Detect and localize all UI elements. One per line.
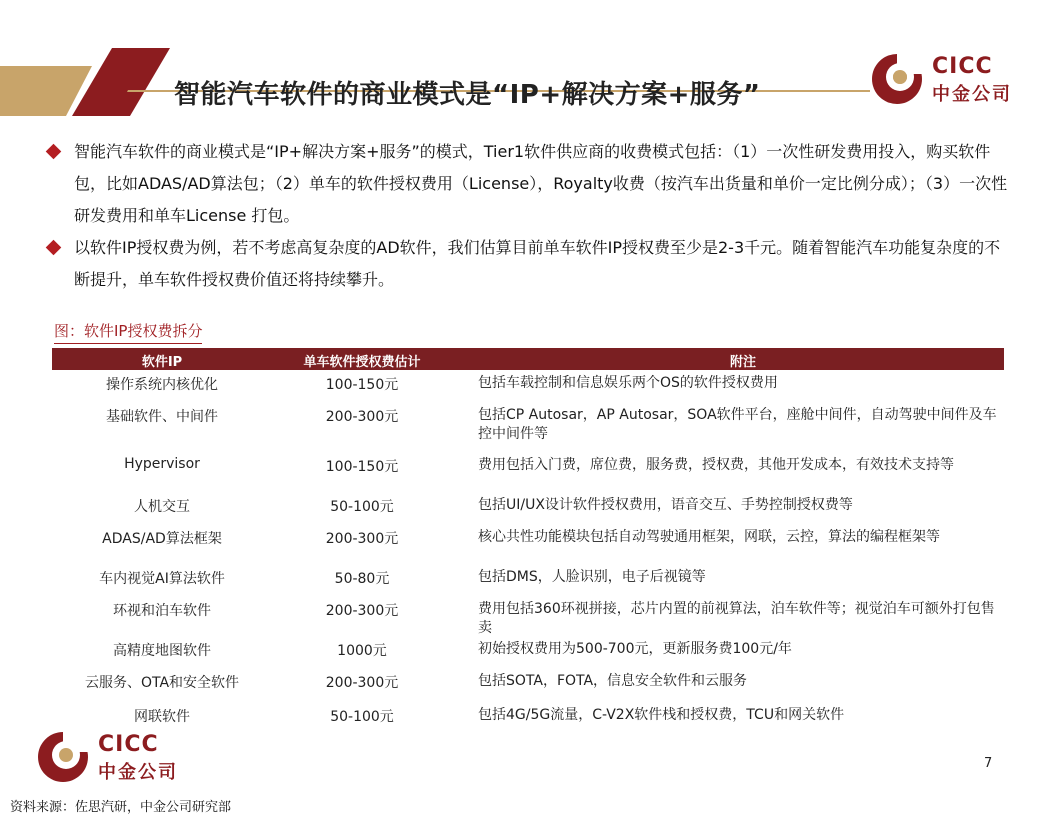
cell-ip: ADAS/AD算法框架 (102, 531, 222, 547)
column-header-fee: 单车软件授权费估计 (303, 355, 421, 370)
cell-fee: 50-80元 (334, 571, 390, 587)
cell-ip: 网联软件 (134, 709, 190, 725)
cell-fee: 50-100元 (330, 499, 394, 515)
column-header-note: 附注 (729, 355, 756, 370)
cicc-emblem-icon (36, 730, 90, 784)
logo-name-en: CICC (98, 732, 159, 757)
cicc-logo-top (870, 52, 1020, 108)
column-header-ip: 软件IP (141, 355, 183, 370)
cell-note: 包括UI/UX设计软件授权费用，语音交互、手势控制授权费等 (478, 497, 853, 513)
cicc-logo-bottom (36, 730, 186, 786)
cell-note: 费用包括入门费，席位费，服务费，授权费，其他开发成本，有效技术支持等 (478, 457, 954, 473)
cell-ip: 基础软件、中间件 (106, 409, 218, 425)
cell-note: 包括SOTA，FOTA，信息安全软件和云服务 (478, 673, 748, 689)
logo-name-en: CICC (932, 54, 993, 79)
license-fee-table (52, 348, 1004, 725)
page-title: 智能汽车软件的商业模式是“IP+解决方案+服务” (174, 80, 761, 110)
bullet-list (44, 136, 1016, 296)
cell-ip: 车内视觉AI算法软件 (99, 571, 225, 587)
bullet-text: 智能汽车软件的商业模式是“IP+解决方案+服务”的模式，Tier1软件供应商的收费模式包括：（1）一次性研发费用投入，购买软件包，比如ADAS/AD算法包；（2）单车的软件授权费用（License），Royalty收费（按汽车出货量和单价一定比例分成）；（3）一次性研发费用和单车License 打包。 (74, 142, 1008, 225)
cell-note: 初始授权费用为500-700元，更新服务费100元/年 (478, 641, 792, 657)
cell-ip: 环视和泊车软件 (113, 603, 211, 619)
bullet-item (44, 136, 1016, 232)
cell-ip: 高精度地图软件 (113, 643, 211, 659)
cell-fee: 200-300元 (325, 409, 399, 425)
cell-ip: 云服务、OTA和安全软件 (84, 675, 240, 691)
bullet-item (44, 232, 1016, 296)
cell-ip: 人机交互 (134, 499, 190, 515)
cell-note: 包括车载控制和信息娱乐两个OS的软件授权费用 (478, 375, 778, 391)
cicc-emblem-icon (870, 52, 924, 106)
cell-fee: 50-100元 (330, 709, 394, 725)
page-number: 7 (984, 756, 993, 771)
cell-fee: 1000元 (337, 643, 387, 659)
cell-note: 包括CP Autosar，AP Autosar，SOA软件平台，座舱中间件，自动驾驶中间件及车控中间件等 (478, 407, 997, 442)
cell-fee: 200-300元 (325, 675, 399, 691)
source-note: 资料来源：佐思汽研，中金公司研究部 (10, 800, 232, 815)
cell-ip: Hypervisor (124, 456, 200, 472)
cell-fee: 100-150元 (325, 377, 399, 393)
cell-fee: 100-150元 (325, 459, 399, 475)
figure-caption: 图：软件IP授权费拆分 (54, 320, 202, 344)
cell-note: 核心共性功能模块包括自动驾驶通用框架，网联，云控，算法的编程框架等 (478, 529, 940, 545)
logo-name-cn: 中金公司 (932, 84, 1012, 105)
logo-name-cn: 中金公司 (98, 762, 178, 783)
cell-note: 包括DMS，人脸识别，电子后视镜等 (478, 569, 706, 585)
diamond-bullet-icon (46, 144, 62, 160)
cell-ip: 操作系统内核优化 (106, 377, 218, 393)
diamond-bullet-icon (46, 240, 62, 256)
cell-note: 包括4G/5G流量，C-V2X软件栈和授权费，TCU和网关软件 (478, 707, 845, 723)
cell-fee: 200-300元 (325, 531, 399, 547)
cell-fee: 200-300元 (325, 603, 399, 619)
table-header (52, 348, 1004, 370)
cell-note: 费用包括360环视拼接，芯片内置的前视算法，泊车软件等；视觉泊车可额外打包售卖 (478, 601, 995, 636)
bullet-text: 以软件IP授权费为例，若不考虑高复杂度的AD软件，我们估算目前单车软件IP授权费至少是2-3千元。随着智能汽车功能复杂度的不断提升，单车软件授权费价值还将持续攀升。 (74, 238, 1001, 289)
